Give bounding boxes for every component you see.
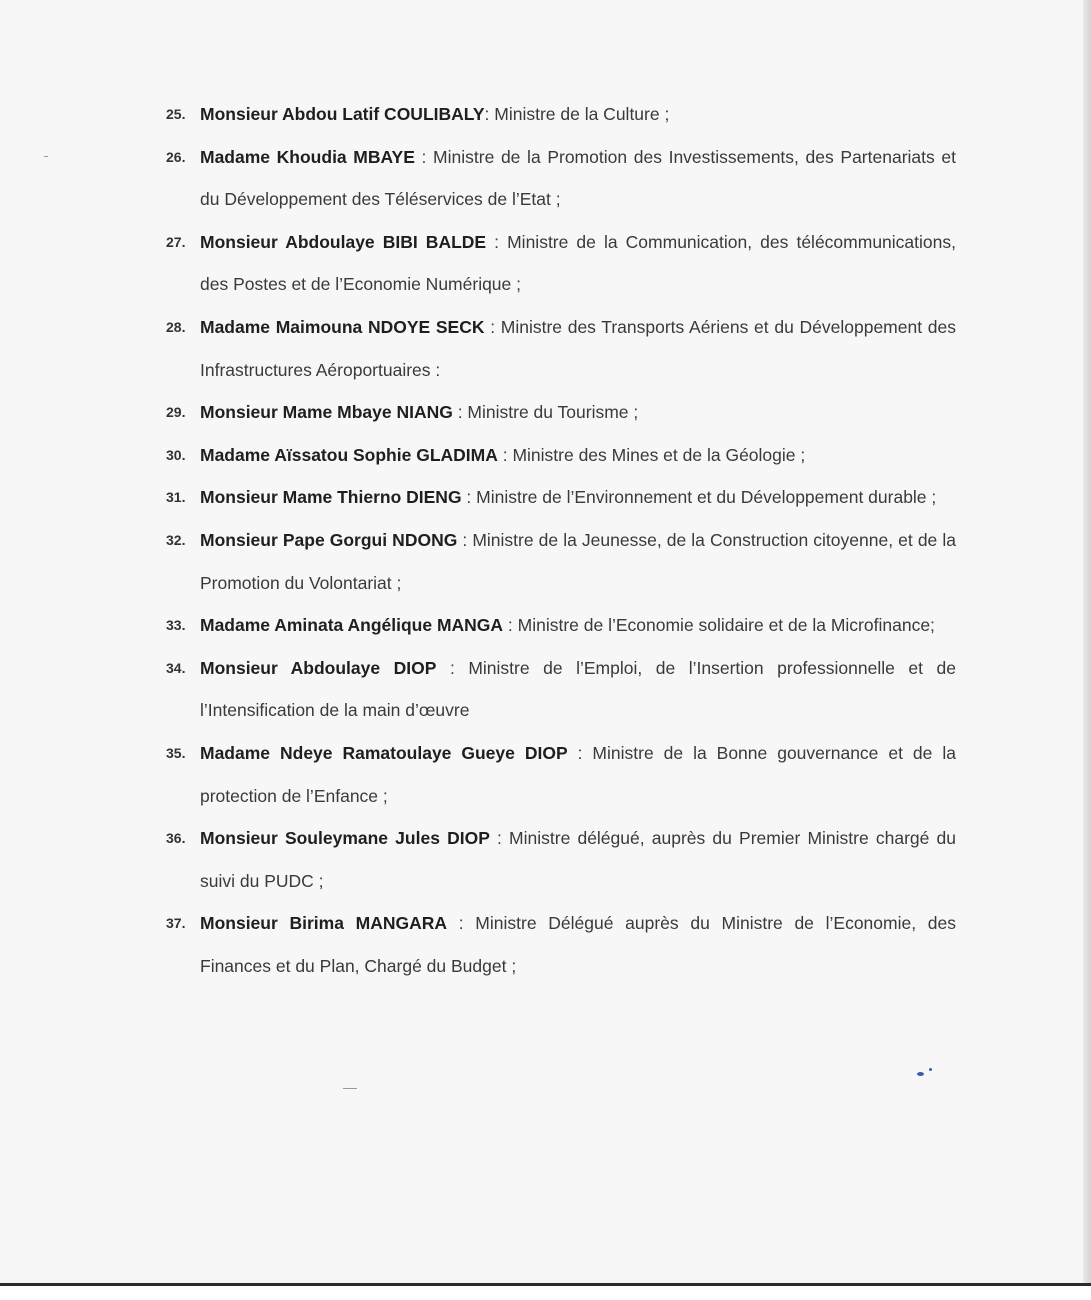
ink-speck xyxy=(917,1072,924,1076)
scan-mark xyxy=(343,1088,357,1089)
list-item xyxy=(166,647,956,732)
minister-role: : Ministre du Tourisme ; xyxy=(452,402,639,423)
item-number: 32. xyxy=(166,531,186,548)
minister-name: Madame Aminata Angélique MANGA xyxy=(200,615,504,636)
minister-role: : Ministre Délégué auprès du Ministre de l’Economie, des Finances et du Plan, Chargé du Budget ; xyxy=(200,913,956,976)
item-number: 25. xyxy=(166,106,186,122)
minister-role: : Ministre de l’Economie solidaire et de la Microfinance; xyxy=(503,615,935,636)
minister-name: Monsieur Abdoulaye DIOP xyxy=(200,657,437,678)
list-item xyxy=(166,476,956,519)
item-number: 37. xyxy=(166,915,186,932)
minister-name: Monsieur Abdoulaye BIBI BALDE xyxy=(200,231,487,252)
list-item xyxy=(166,221,956,306)
list-item xyxy=(166,817,956,902)
minister-role: : Ministre de l’Environnement et du Développement durable ; xyxy=(461,487,937,508)
list-item xyxy=(166,93,956,136)
ink-speck xyxy=(929,1068,932,1071)
item-number: 36. xyxy=(166,830,186,847)
minister-name: Monsieur Pape Gorgui NDONG xyxy=(200,529,458,550)
scan-mark xyxy=(44,156,48,157)
minister-role: : Ministre de la Promotion des Investissements, des Partenariats et du Développement des Téléservices de l’Etat ; xyxy=(200,146,956,210)
minister-role: : Ministre de la Culture ; xyxy=(484,104,670,124)
minister-role: : Ministre de la Jeunesse, de la Construction citoyenne, et de la Promotion du Volontariat ; xyxy=(200,529,956,593)
list-item xyxy=(166,519,956,604)
minister-name: Madame Khoudia MBAYE xyxy=(200,146,415,167)
minister-role: : Ministre des Transports Aériens et du Développement des Infrastructures Aéroportuaires : xyxy=(200,316,956,380)
scan-edge-bottom xyxy=(0,1283,1091,1300)
item-number: 35. xyxy=(166,744,186,761)
scan-edge-right xyxy=(1083,0,1091,1300)
list-item xyxy=(166,306,956,391)
item-number: 31. xyxy=(166,489,186,506)
minister-role: : Ministre des Mines et de la Géologie ; xyxy=(497,444,806,465)
ministers-list xyxy=(166,93,956,987)
minister-name: Madame Ndeye Ramatoulaye Gueye DIOP xyxy=(200,742,568,763)
minister-role: : Ministre de la Bonne gouvernance et de la protection de l’Enfance ; xyxy=(200,742,956,806)
minister-name: Monsieur Abdou Latif COULIBALY xyxy=(200,104,485,124)
item-number: 29. xyxy=(166,404,186,421)
item-number: 33. xyxy=(166,617,186,634)
list-item xyxy=(166,136,956,221)
minister-name: Madame Aïssatou Sophie GLADIMA xyxy=(200,444,498,465)
item-number: 30. xyxy=(166,446,186,463)
list-item xyxy=(166,391,956,434)
list-item xyxy=(166,902,956,987)
list-item xyxy=(166,434,956,477)
item-number: 26. xyxy=(166,148,186,165)
item-number: 28. xyxy=(166,318,186,335)
minister-name: Monsieur Souleymane Jules DIOP xyxy=(200,828,490,849)
list-item xyxy=(166,604,956,647)
minister-name: Monsieur Birima MANGARA xyxy=(200,913,448,934)
minister-role: : Ministre de l’Emploi, de l’Insertion professionnelle et de l’Intensification de la main d’œuvre xyxy=(200,657,956,721)
minister-name: Monsieur Mame Mbaye NIANG xyxy=(200,402,453,423)
minister-name: Madame Maimouna NDOYE SECK xyxy=(200,316,485,337)
list-item xyxy=(166,732,956,817)
minister-role: : Ministre délégué, auprès du Premier Ministre chargé du suivi du PUDC ; xyxy=(200,828,956,891)
item-number: 27. xyxy=(166,233,186,250)
minister-role: : Ministre de la Communication, des télécommunications, des Postes et de l’Economie Numérique ; xyxy=(200,231,956,295)
minister-name: Monsieur Mame Thierno DIENG xyxy=(200,487,462,508)
item-number: 34. xyxy=(166,659,186,676)
